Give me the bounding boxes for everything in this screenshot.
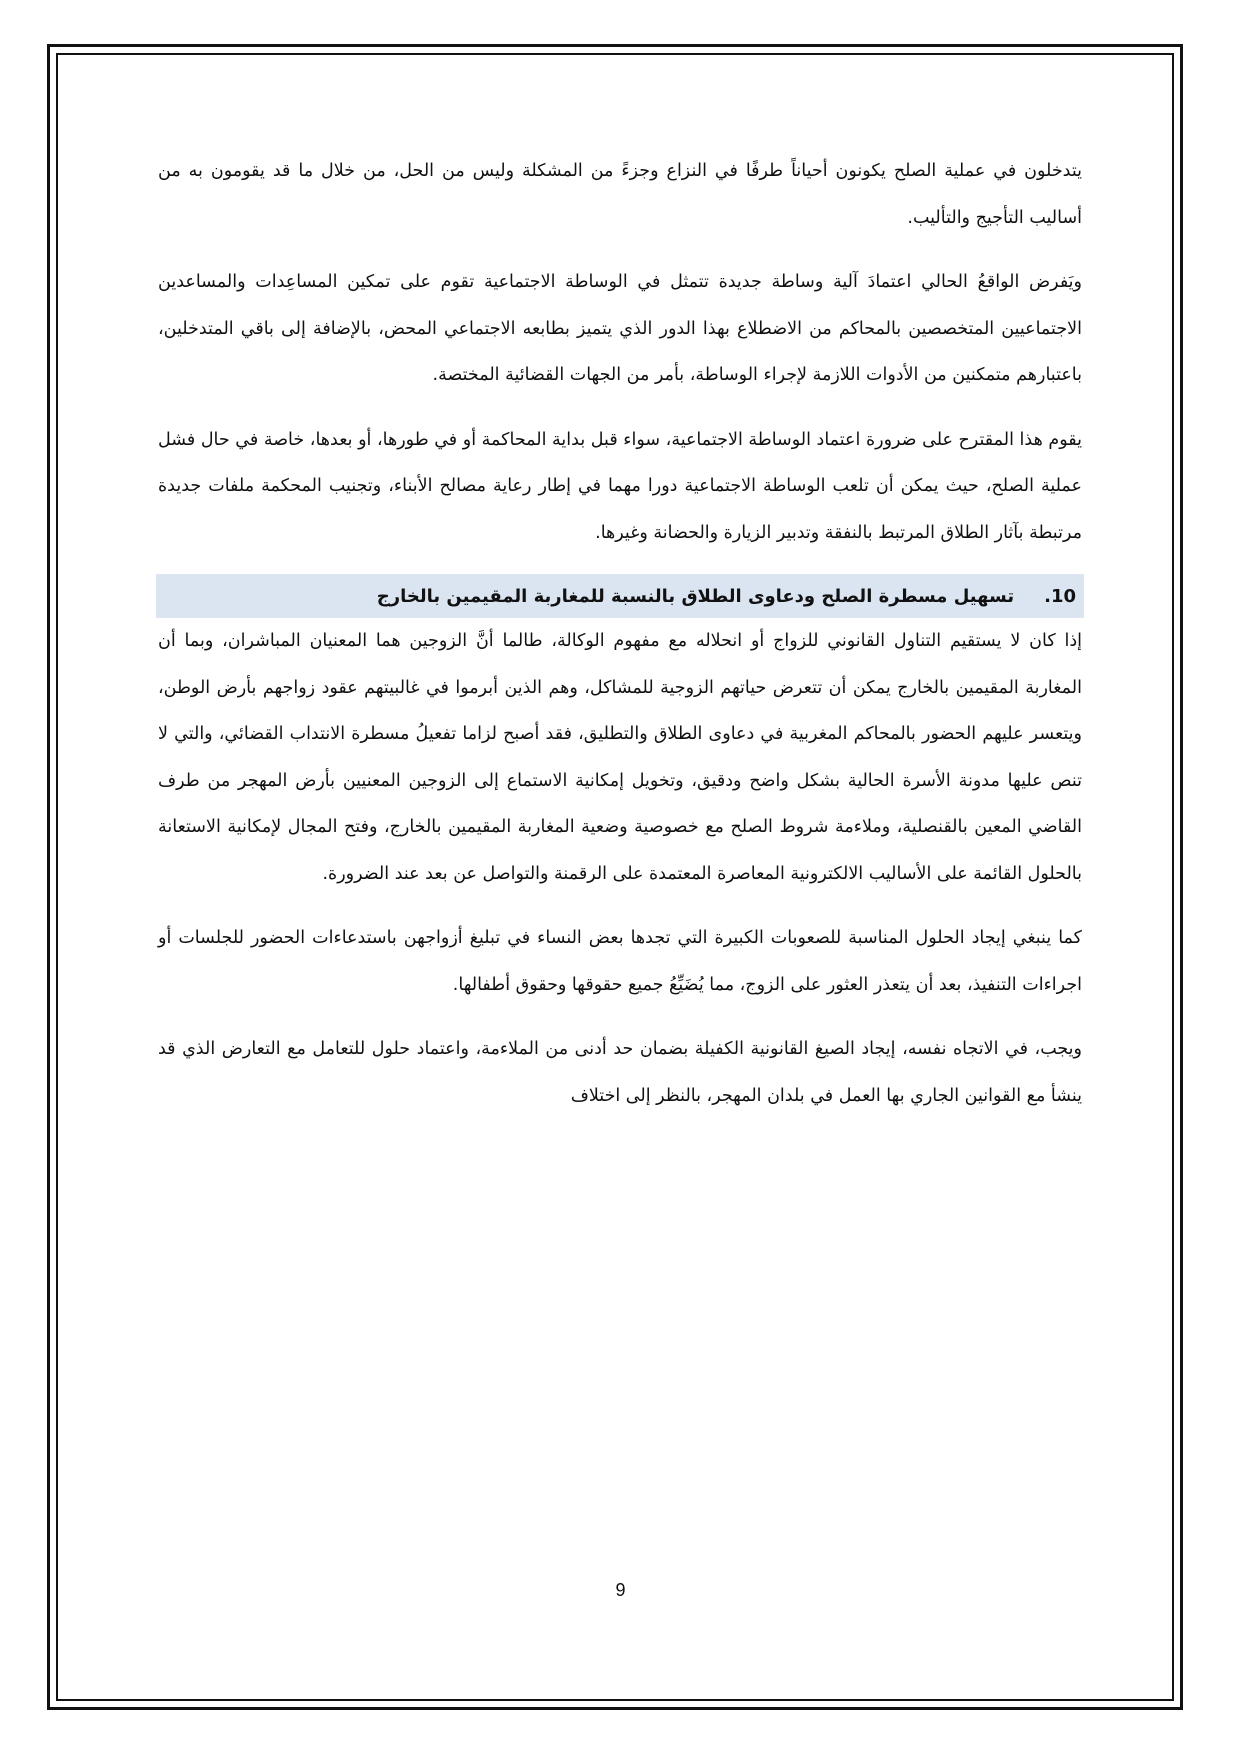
section-number: 10. [1044, 585, 1076, 607]
page-number: 9 [615, 1580, 626, 1600]
paragraph: ويَفرض الواقعُ الحالي اعتمادَ آلية وساطة جديدة تتمثل في الوساطة الاجتماعية تقوم على تمكين المساعِدات والمساعدين الاجتماعيين المتخصصين بالمحاكم من الاضطلاع بهذا الدور الذي يتميز بطابعه الاجتماعي المحض، بالإضافة إلى باقي المتدخلين، باعتبارهم متمكنين من الأدوات اللازمة لإجراء الوساطة، بأمر من الجهات القضائية المختصة. [158, 272, 1082, 385]
paragraph-gap [158, 399, 1082, 417]
paragraph: يقوم هذا المقترح على ضرورة اعتماد الوساطة الاجتماعية، سواء قبل بداية المحاكمة أو في طورها، أو بعدها، خاصة في حال فشل عملية الصلح، حيث يمكن أن تلعب الوساطة الاجتماعية دورا مهما في إطار رعاية مصالح الأبناء، وتجنيب المحكمة ملفات جديدة مرتبطة بآثار الطلاق المرتبط بالنفقة وتدبير الزيارة والحضانة وغيرها. [158, 429, 1082, 543]
paragraph: يتدخلون في عملية الصلح يكونون أحياناً طرفًا في النزاع وجزءً من المشكلة وليس من الحل، من خلال ما قد يقومون به من أساليب التأجيج والتأليب. [158, 161, 1082, 228]
paragraph-gap [158, 556, 1082, 574]
paragraph-gap [158, 897, 1082, 915]
document-body [158, 148, 1082, 1119]
paragraph-gap [158, 1008, 1082, 1026]
paragraph: إذا كان لا يستقيم التناول القانوني للزواج أو انحلاله مع مفهوم الوكالة، طالما أنَّ الزوجين هما المعنيان المباشران، وبما أن المغاربة المقيمين بالخارج يمكن أن تتعرض حياتهم الزوجية للمشاكل، وهم الذين أبرموا في غالبيتهم عقود زواجهم بأرض الوطن، ويتعسر عليهم الحضور بالمحاكم المغربية في دعاوى الطلاق والتطليق، فقد أصبح لزاما تفعيلُ مسطرة الانتداب القضائي، والتي لا تنص عليها مدونة الأسرة الحالية بشكل واضح ودقيق، وتخويل إمكانية الاستماع إلى الزوجين المعنيين بأرض المهجر من طرف القاضي المعين بالقنصلية، وملاءمة شروط الصلح مع خصوصية وضعية المغاربة المقيمين بالخارج، وفتح المجال لإمكانية الاستعانة بالحلول القائمة على الأساليب الالكترونية المعاصرة المعتمدة على الرقمنة والتواصل عن بعد عند الضرورة. [158, 631, 1082, 884]
paragraph-gap [158, 241, 1082, 259]
paragraph: كما ينبغي إيجاد الحلول المناسبة للصعوبات الكبيرة التي تجدها بعض النساء في تبليغ أزواجهن باستدعاءات الحضور للجلسات أو اجراءات التنفيذ، بعد أن يتعذر العثور على الزوج، مما يُضَيِّعُ جميع حقوقها وحقوق أطفالها. [158, 928, 1082, 995]
section-heading [156, 574, 1084, 618]
paragraph: ويجب، في الاتجاه نفسه، إيجاد الصيغ القانونية الكفيلة بضمان حد أدنى من الملاءمة، واعتماد حلول للتعامل مع التعارض الذي قد ينشأ مع القوانين الجاري بها العمل في بلدان المهجر، بالنظر إلى اختلاف [158, 1039, 1082, 1106]
section-title: تسهيل مسطرة الصلح ودعاوى الطلاق بالنسبة للمغاربة المقيمين بالخارج [376, 585, 1015, 607]
